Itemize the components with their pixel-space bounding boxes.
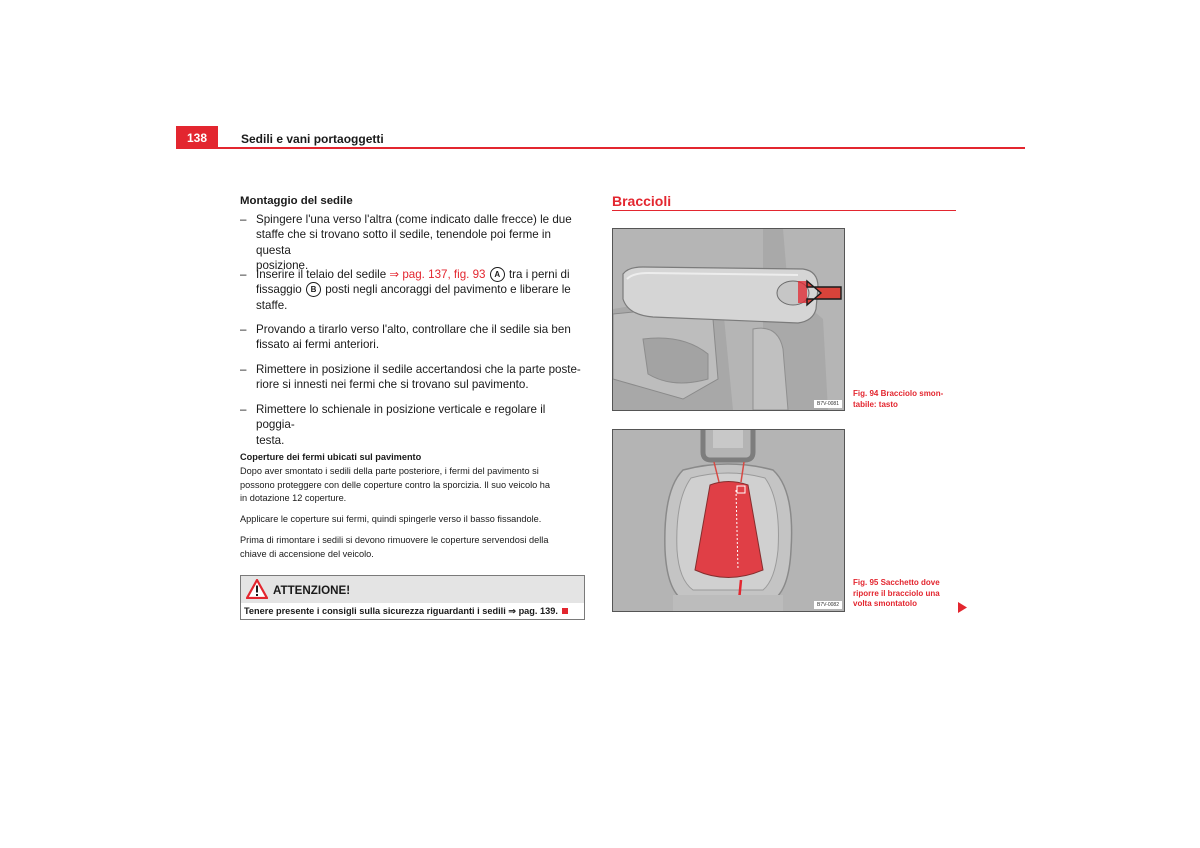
seat-pouch-illustration xyxy=(613,430,844,611)
end-of-section-square-icon xyxy=(562,608,568,614)
page-reference-link[interactable]: ⇒ pag. 137, fig. 93 xyxy=(389,268,486,281)
steps-list xyxy=(240,212,585,447)
paragraph xyxy=(240,513,585,527)
step-4 xyxy=(240,362,585,393)
page-number: 138 xyxy=(176,126,218,148)
section-heading: Montaggio del sedile xyxy=(240,195,353,207)
paragraph xyxy=(240,534,585,561)
armrest-illustration xyxy=(613,229,844,410)
callout-b-badge: B xyxy=(306,282,321,297)
step-text: fissaggio xyxy=(256,283,305,297)
step-line: staffe. xyxy=(256,298,288,312)
figure-caption xyxy=(853,389,953,410)
step-line xyxy=(256,267,585,282)
caption-line: volta smontatolo xyxy=(853,599,918,608)
warning-text xyxy=(244,606,568,617)
paragraph-line: Applicare le coperture sui fermi, quindi spingerle verso il basso fissandole. xyxy=(240,514,542,524)
braccioli-heading: Braccioli xyxy=(612,193,672,209)
step-5 xyxy=(240,402,585,448)
step-dash: – xyxy=(240,363,247,376)
figure-armrest-button xyxy=(612,228,845,411)
figure-code: B7V-0082 xyxy=(814,601,842,609)
caption-line: Fig. 95 Sacchetto dove xyxy=(853,578,940,587)
warning-text-body: Tenere presente i consigli sulla sicurezza riguardanti i sedili xyxy=(244,606,509,616)
step-dash: – xyxy=(240,323,247,336)
paragraph-line: possono proteggere con delle coperture contro la sporcizia. Il suo veicolo ha xyxy=(240,479,551,490)
warning-box xyxy=(240,575,585,620)
sub-heading: Coperture dei fermi ubicati sul pavimento xyxy=(240,452,422,462)
step-1 xyxy=(240,212,585,273)
paragraph-line: Dopo aver smontato i sedili della parte posteriore, i fermi del pavimento si xyxy=(240,466,539,476)
step-text: posti negli ancoraggi del pavimento e liberare le xyxy=(321,283,571,297)
figure-seat-pouch xyxy=(612,429,845,612)
callout-a-badge: A xyxy=(490,267,505,282)
figure-code: B7V-0081 xyxy=(814,400,842,408)
warning-title: ATTENZIONE! xyxy=(273,584,351,597)
step-text: tra i perni di xyxy=(505,268,570,281)
step-2 xyxy=(240,267,585,313)
step-line: Spingere l'una verso l'altra (come indicato dalle frecce) le due xyxy=(256,213,572,226)
step-line: posizione. xyxy=(256,258,309,272)
warning-header xyxy=(241,576,584,603)
step-line xyxy=(256,282,585,297)
step-3 xyxy=(240,322,585,353)
braccioli-rule xyxy=(612,210,956,211)
step-line: Provando a tirarlo verso l'alto, controllare che il sedile sia ben xyxy=(256,323,571,336)
step-line: Rimettere lo schienale in posizione verticale e regolare il poggia- xyxy=(256,403,546,432)
caption-line: riporre il bracciolo una xyxy=(853,588,940,598)
caption-line: Fig. 94 Bracciolo smon- xyxy=(853,389,944,398)
caption-line: tabile: tasto xyxy=(853,399,898,409)
warning-page-reference[interactable]: ⇒ pag. 139. xyxy=(508,606,558,616)
paragraph xyxy=(240,465,585,506)
header-rule xyxy=(176,147,1025,149)
step-line: fissato ai fermi anteriori. xyxy=(256,338,380,352)
paragraph-line: in dotazione 12 coperture. xyxy=(240,493,347,503)
step-line: testa. xyxy=(256,433,285,447)
step-dash: – xyxy=(240,268,247,281)
step-text: Inserire il telaio del sedile xyxy=(256,268,390,281)
step-dash: – xyxy=(240,213,247,226)
warning-triangle-icon xyxy=(246,579,268,599)
step-line: Rimettere in posizione il sedile accertandosi che la parte poste- xyxy=(256,363,581,376)
step-line: riore si innesti nei fermi che si trovano sul pavimento. xyxy=(256,378,529,392)
paragraph-line: Prima di rimontare i sedili si devono rimuovere le coperture servendosi della xyxy=(240,535,549,545)
step-line: staffe che si trovano sotto il sedile, tenendole poi ferme in questa xyxy=(256,228,551,257)
step-dash: – xyxy=(240,403,247,416)
paragraph-line: chiave di accensione del veicolo. xyxy=(240,548,374,559)
figure-caption xyxy=(853,578,953,610)
next-page-arrow-icon[interactable] xyxy=(958,602,967,613)
chapter-title: Sedili e vani portaoggetti xyxy=(241,132,384,146)
